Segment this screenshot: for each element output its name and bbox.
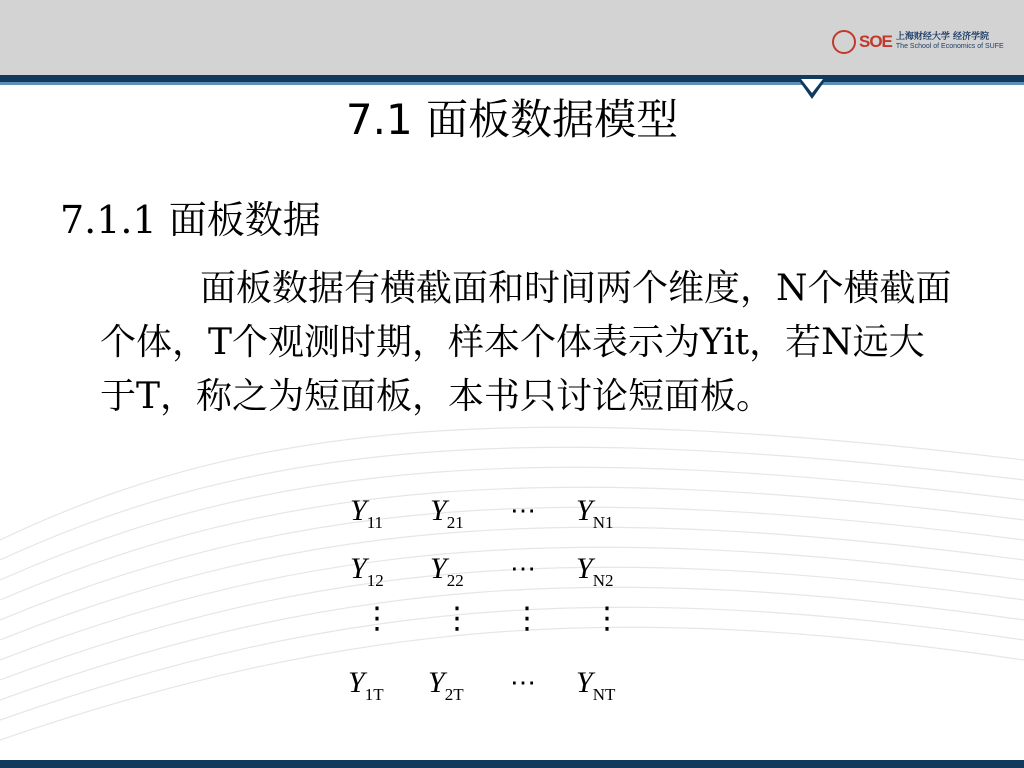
logo-mark: SOE	[859, 32, 892, 51]
matrix-vdots: ⋮	[362, 601, 392, 636]
matrix-vdots: ⋮	[512, 601, 542, 636]
panel-data-matrix	[340, 494, 640, 714]
seal-icon	[832, 30, 856, 54]
body-paragraph: 面板数据有横截面和时间两个维度，N个横截面个体，T个观测时期，样本个体表示为Yit，若N远大于T，称之为短面板，本书只讨论短面板。	[100, 268, 952, 417]
header-stripe-light	[0, 82, 1024, 85]
matrix-cell: $Y_{21}$	[430, 494, 464, 532]
footer-band	[0, 760, 1024, 768]
logo-name-en: The School of Economics of SUFE	[895, 43, 1004, 50]
matrix-cell: $Y_{11}$	[350, 494, 384, 532]
header-stripe	[0, 75, 1024, 82]
slide-title: 7.1 面板数据模型	[345, 95, 679, 144]
matrix-cell: $Y_{12}$	[350, 552, 384, 590]
matrix-hdots: ⋯	[510, 668, 536, 697]
matrix-cell: $Y_{NT}$	[576, 666, 616, 704]
matrix-vdots: ⋮	[442, 601, 472, 636]
matrix-cell: $Y_{2T}$	[428, 666, 464, 704]
university-logo	[832, 30, 1004, 54]
matrix-cell: $Y_{22}$	[430, 552, 464, 590]
matrix-cell: $Y_{N1}$	[576, 494, 614, 532]
matrix-cell: $Y_{N2}$	[576, 552, 614, 590]
matrix-hdots: ⋯	[510, 496, 536, 525]
logo-name-cn: 上海财经大学 经济学院	[895, 32, 990, 42]
matrix-vdots: ⋮	[592, 601, 622, 636]
matrix-hdots: ⋯	[510, 554, 536, 583]
section-heading: 7.1.1 面板数据	[60, 198, 321, 242]
matrix-cell: $Y_{1T}$	[348, 666, 384, 704]
